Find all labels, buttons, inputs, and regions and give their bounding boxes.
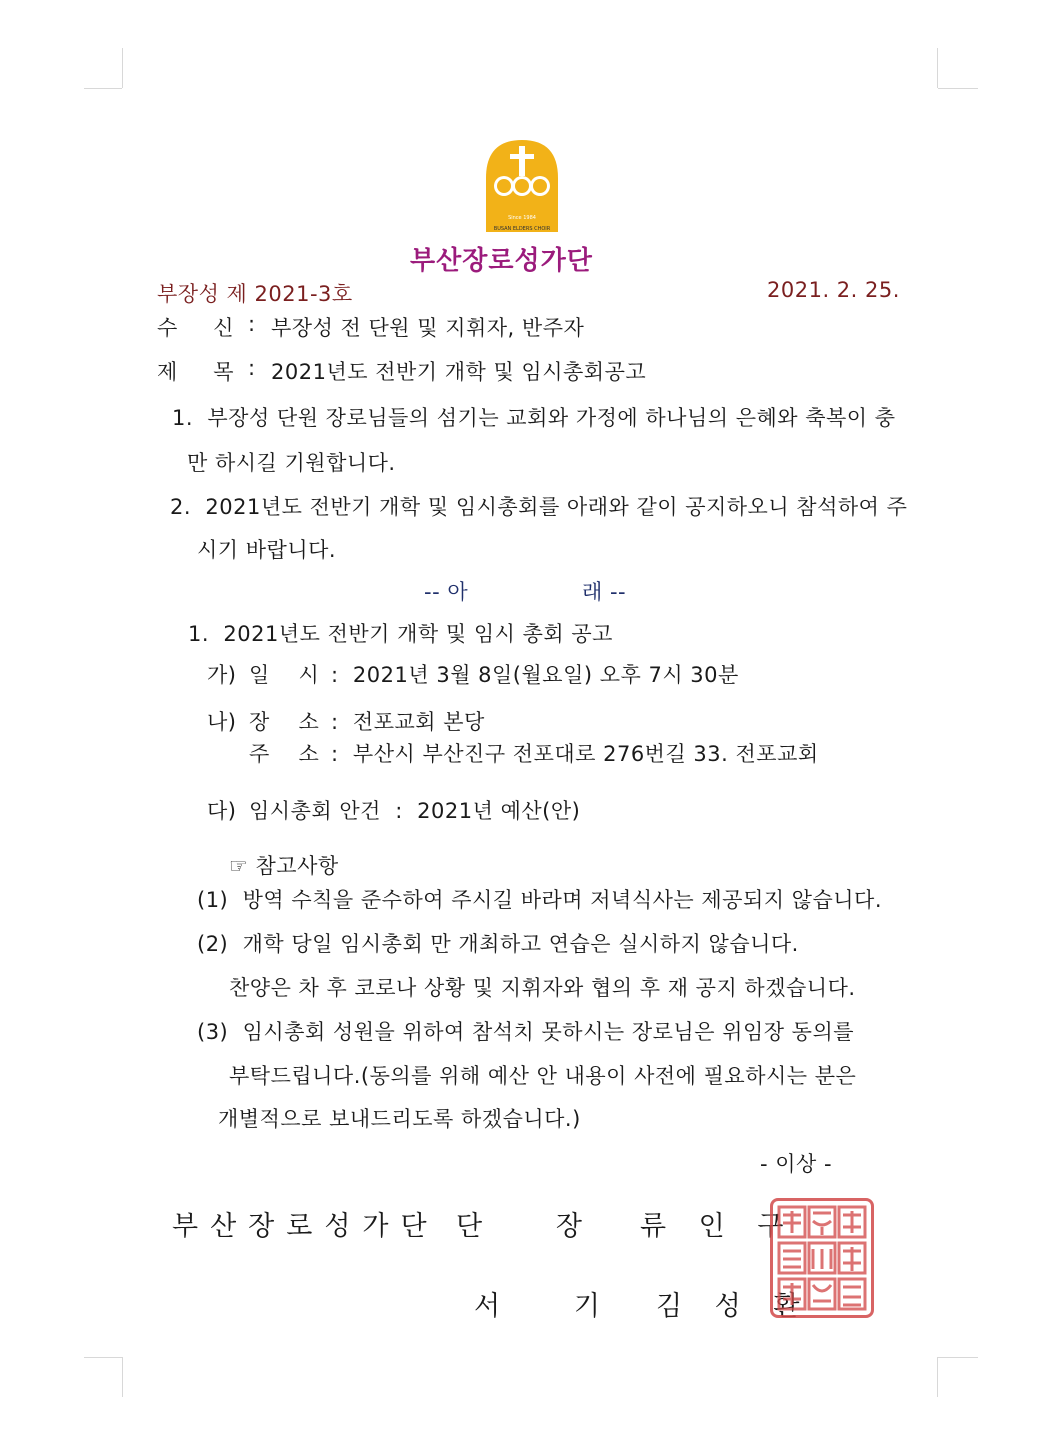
crop-mark-bottom-right-h [938,1357,978,1358]
closing-mark: - 이상 - [760,1152,833,1176]
recipient-colon: : [248,312,256,336]
item-a-label: 일 시 [249,663,320,687]
seal-pattern [773,1201,871,1315]
crop-mark-top-right-v [937,48,938,88]
signature-role-1: 단 장 [456,1211,594,1242]
below-heading-left: -- 아 [424,580,469,604]
paragraph-2-line-2: 시기 바랍니다. [197,538,337,562]
note-1: (1) 방역 수칙을 준수하여 주시길 바라며 저녁식사는 제공되지 않습니다. [197,888,883,912]
note-3-continued-2: 개별적으로 보내드리도록 하겠습니다.) [218,1107,581,1131]
item-1-title: 1. 2021년도 전반기 개학 및 임시 총회 공고 [188,622,613,646]
signature-organization: 부산장로성가단 [172,1211,439,1242]
signature-name-2: 김 성 환 [656,1291,812,1322]
document-number: 부장성 제 2021-3호 [157,282,353,306]
note-3: (3) 임시총회 성원을 위하여 참석치 못하시는 장로님은 위임장 동의를 [197,1020,855,1044]
crop-mark-bottom-left-v [122,1357,123,1397]
crop-mark-top-left-v [122,48,123,88]
official-seal-stamp [770,1198,874,1318]
recipient-value: 부장성 전 단원 및 지휘자, 반주자 [271,316,585,340]
notes-title: ☞ 참고사항 [229,854,339,878]
note-2: (2) 개학 당일 임시총회 만 개최하고 연습은 실시하지 않습니다. [197,932,799,956]
item-c-prefix: 다) [207,799,237,823]
below-heading-right: 래 -- [582,580,627,604]
subject-value: 2021년도 전반기 개학 및 임시총회공고 [271,360,647,384]
logo-korean-name: 부산장로성가단 [410,246,593,276]
signature-name-1: 류 인 구 [640,1211,796,1242]
paragraph-1-line-1: 1. 부장성 단원 장로님들의 섬기는 교회와 가정에 하나님의 은혜와 축복이 충 [172,406,896,430]
item-b-label: 장 소 [249,710,320,734]
item-b-value: : 전포교회 본당 [331,710,485,734]
crop-mark-bottom-left-h [84,1357,122,1358]
note-2-continued: 찬양은 차 후 코로나 상황 및 지휘자와 협의 후 재 공지 하겠습니다. [229,976,856,1000]
paragraph-1-line-2: 만 하시길 기원합니다. [187,451,396,475]
item-b-prefix: 나) [207,710,237,734]
item-c-value: 임시총회 안건 : 2021년 예산(안) [249,799,581,823]
crop-mark-bottom-right-v [937,1357,938,1397]
crop-mark-top-right-h [938,88,978,89]
subject-colon: : [248,356,256,380]
subject-label: 제 목 [157,360,238,384]
logo-english-name: BUSAN ELDERS CHOIR [493,226,551,232]
paragraph-2-line-1: 2. 2021년도 전반기 개학 및 임시총회를 아래와 같이 공지하오니 참석하여 주 [170,495,908,519]
signature-role-2: 서 기 [474,1291,612,1322]
address-value: : 부산시 부산진구 전포대로 276번길 33. 전포교회 [331,742,819,766]
address-label: 주 소 [249,742,320,766]
item-a-prefix: 가) [207,663,237,687]
logo-since-text: Since 1984 [508,215,536,221]
crop-mark-top-left-h [84,88,122,89]
item-a-value: : 2021년 3월 8일(월요일) 오후 7시 30분 [331,663,739,687]
recipient-label: 수 신 [157,316,238,340]
note-3-continued-1: 부탁드립니다.(동의를 위해 예산 안 내용이 사전에 필요하시는 분은 [229,1064,857,1088]
document-date: 2021. 2. 25. [767,278,900,302]
